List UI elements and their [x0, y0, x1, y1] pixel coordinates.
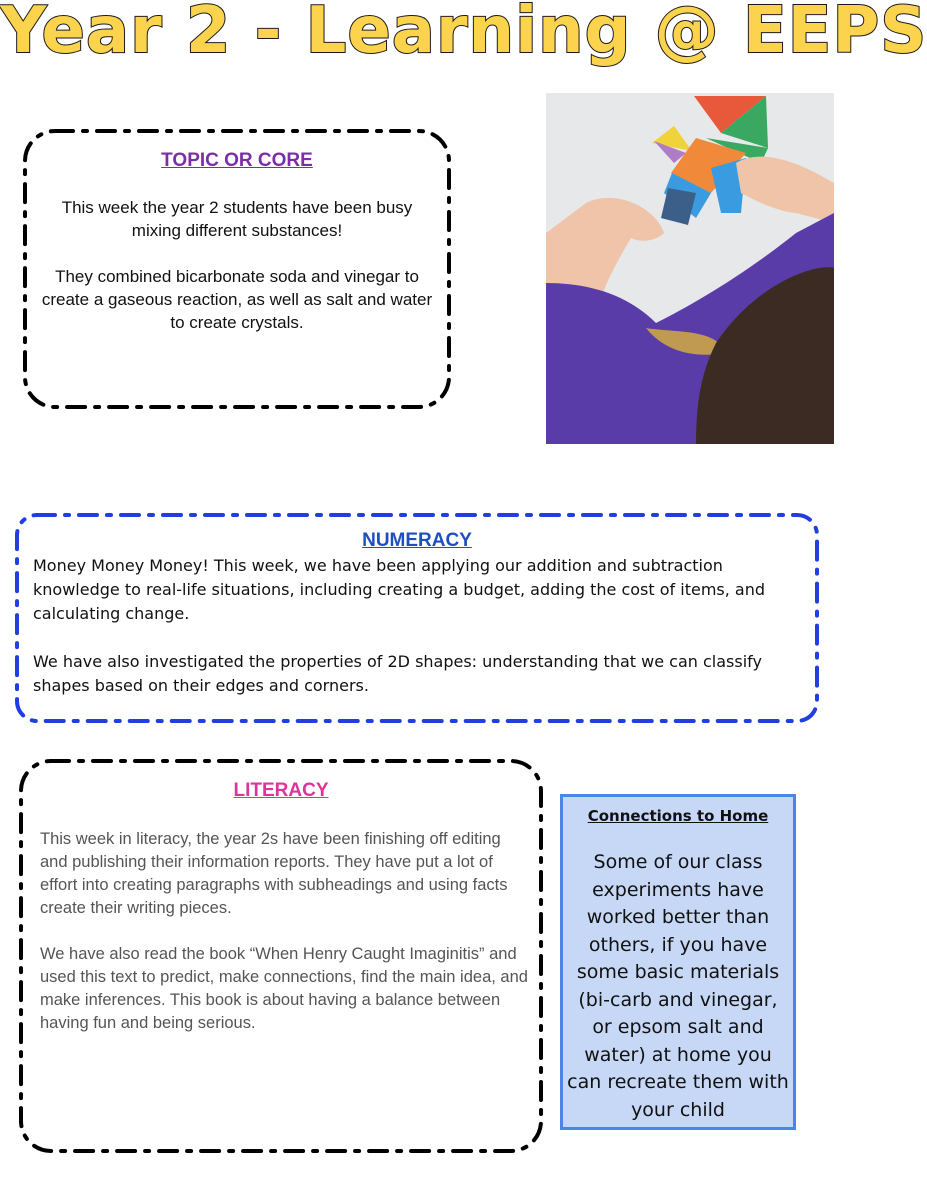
literacy-body	[40, 828, 532, 1058]
literacy-paragraph: This week in literacy, the year 2s have been finishing off editing and publishing their information reports. They have put a lot of effort into creating paragraphs with subheadings and using facts create their writing pieces.	[40, 830, 508, 917]
topic-paragraph: This week the year 2 students have been busy mixing different substances!	[61, 198, 413, 240]
topic-paragraph: They combined bicarbonate soda and vinegar to create a gaseous reaction, as well as salt and water to create crystals.	[41, 267, 433, 332]
literacy-heading: LITERACY	[233, 780, 329, 801]
page-title: Year 2 - Learning @ EEPS	[0, 0, 927, 68]
literacy-section	[18, 758, 544, 1154]
numeracy-paragraph: We have also investigated the properties of 2D shapes: understanding that we can classify shapes based on their edges and corners.	[33, 652, 762, 695]
literacy-paragraph: We have also read the book “When Henry Caught Imaginitis” and used this text to predict, make connections, find the main idea, and make inferences. This book is about having a balance between having fun and being serious.	[40, 945, 528, 1032]
tangram-photo	[546, 93, 834, 444]
numeracy-section	[14, 512, 820, 724]
connections-to-home-box	[560, 794, 796, 1130]
connections-body: Some of our class experiments have worked better than others, if you have some basic materials (bi-carb and vinegar, or epsom salt and water) at home you can recreate them with your child	[567, 851, 789, 1121]
numeracy-paragraph: Money Money Money! This week, we have been applying our addition and subtraction knowledge to real-life situations, including creating a budget, adding the cost of items, and calculating change.	[33, 556, 766, 623]
numeracy-heading: NUMERACY	[362, 530, 472, 551]
topic-heading: TOPIC OR CORE	[161, 150, 313, 171]
topic-body	[36, 196, 438, 357]
numeracy-body	[33, 554, 803, 722]
tangram-photo-illustration	[546, 93, 834, 444]
connections-title: Connections to Home	[587, 807, 769, 825]
topic-section	[22, 128, 452, 410]
